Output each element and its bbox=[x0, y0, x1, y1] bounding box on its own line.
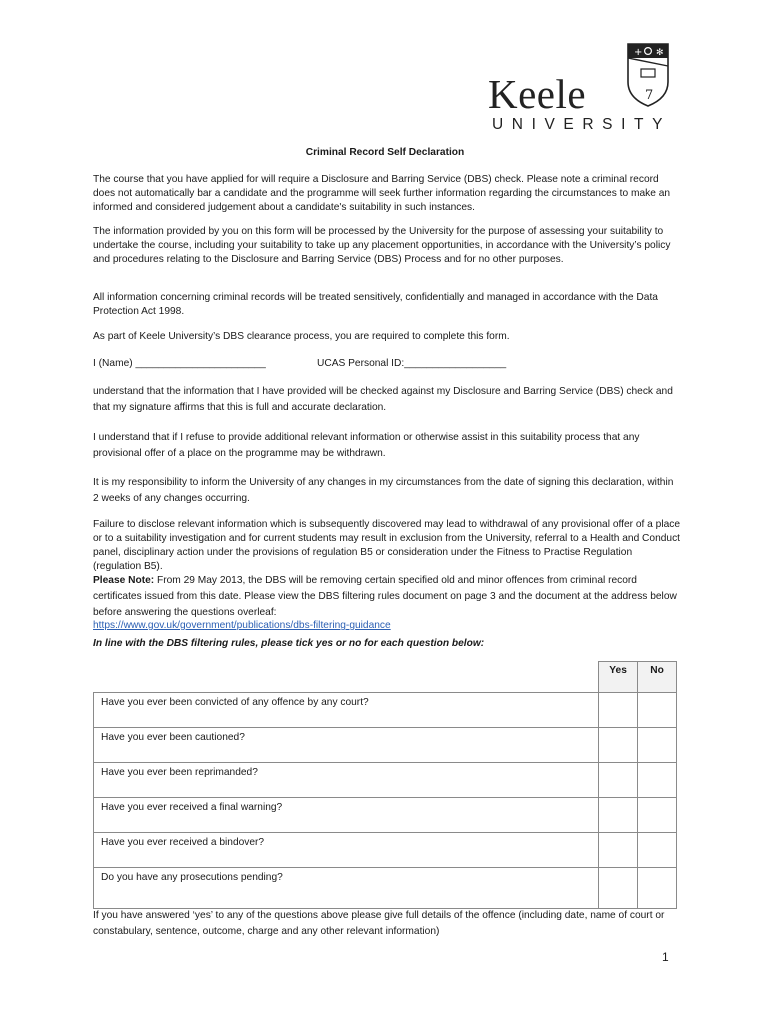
header-spacer bbox=[94, 662, 599, 693]
yes-tick-box[interactable] bbox=[599, 693, 638, 728]
crest-icon bbox=[626, 42, 670, 108]
document-title: Criminal Record Self Declaration bbox=[305, 147, 465, 158]
details-instruction-paragraph: If you have answered ‘yes’ to any of the questions above please give full details of the offence (including date, name of court or constabulary, sentence, outcome, charge and any other relevant information) bbox=[93, 910, 665, 937]
yes-tick-box[interactable] bbox=[599, 868, 638, 909]
no-tick-box[interactable] bbox=[638, 728, 677, 763]
crest-number: 7 bbox=[645, 88, 654, 103]
filtering-guidance-link-line bbox=[93, 619, 681, 633]
clearance-paragraph: As part of Keele University’s DBS clearance process, you are required to complete this form. bbox=[93, 331, 510, 342]
no-tick-box[interactable] bbox=[638, 868, 677, 909]
question-convicted: Have you ever been convicted of any offence by any court? bbox=[94, 693, 599, 728]
data-processing-paragraph: The information provided by you on this form will be processed by the University for the purpose of assessing your suitability to undertake the course, including your suitability to take up any placement opportunities, in accordance with the University’s policy and procedures relating to the Disclosure and Barring Service (DBS) Process and for no other purposes. bbox=[93, 226, 671, 265]
questions-table bbox=[93, 661, 677, 909]
table-row bbox=[94, 798, 677, 833]
responsibility-paragraph: It is my responsibility to inform the University of any changes in my circumstances from the date of signing this declaration, within 2 weeks of any changes occurring. bbox=[93, 477, 674, 504]
svg-text:✻: ✻ bbox=[656, 48, 664, 58]
yes-tick-box[interactable] bbox=[599, 728, 638, 763]
ucas-id-field[interactable]: UCAS Personal ID:__________________ bbox=[317, 358, 507, 369]
please-note-label: Please Note: bbox=[93, 575, 155, 586]
question-bindover: Have you ever received a bindover? bbox=[94, 833, 599, 868]
question-final-warning: Have you ever received a final warning? bbox=[94, 798, 599, 833]
yes-column-header: Yes bbox=[599, 662, 638, 693]
no-tick-box[interactable] bbox=[638, 693, 677, 728]
table-row bbox=[94, 868, 677, 909]
no-tick-box[interactable] bbox=[638, 763, 677, 798]
please-note-paragraph bbox=[93, 573, 681, 621]
question-cautioned: Have you ever been cautioned? bbox=[94, 728, 599, 763]
logo-subtitle: UNIVERSITY bbox=[492, 116, 672, 133]
keele-university-logo bbox=[488, 42, 680, 134]
table-row bbox=[94, 728, 677, 763]
table-row bbox=[94, 833, 677, 868]
failure-paragraph: Failure to disclose relevant information which is subsequently discovered may lead to withdrawal of any provisional offer of a place or to a suitability investigation and for current students may result in exclusion from the University, referral to a Health and Conduct panel, disciplinary action under the provisions of regulation B5 or consideration under the Fitness to Practise Regulation (regulation B5). bbox=[93, 519, 681, 572]
table-row bbox=[94, 763, 677, 798]
logo-wordmark: Keele bbox=[488, 71, 587, 117]
intro-paragraph: The course that you have applied for will require a Disclosure and Barring Service (DBS) check. Please note a criminal record does not automatically bar a candidate and the programme will seek further information regarding the circumstances to make an informed and considered judgement about a candidate's suitability in such instances. bbox=[93, 174, 671, 213]
svg-text:+: + bbox=[634, 47, 643, 58]
no-tick-box[interactable] bbox=[638, 798, 677, 833]
please-note-text: From 29 May 2013, the DBS will be removing certain specified old and minor offences from criminal record certificates issued from this date. Please view the DBS filtering rules document on page 3 and the document at the address below before answering the questions overleaf: bbox=[93, 575, 677, 618]
no-column-header: No bbox=[638, 662, 677, 693]
refusal-paragraph: I understand that if I refuse to provide additional relevant information or otherwise assist in this suitability process that any provisional offer of a place on the programme may be withdrawn. bbox=[93, 432, 640, 459]
table-row bbox=[94, 693, 677, 728]
instruction-text: In line with the DBS filtering rules, please tick yes or no for each question below: bbox=[93, 638, 485, 649]
page-number: 1 bbox=[662, 950, 669, 964]
understanding-paragraph: understand that the information that I have provided will be checked against my Disclosure and Barring Service (DBS) check and that my signature affirms that this is full and accurate declaration. bbox=[93, 386, 673, 413]
confidentiality-paragraph: All information concerning criminal records will be treated sensitively, confidentially and managed in accordance with the Data Protection Act 1998. bbox=[93, 292, 658, 317]
yes-tick-box[interactable] bbox=[599, 833, 638, 868]
yes-tick-box[interactable] bbox=[599, 798, 638, 833]
name-field[interactable]: I (Name) _______________________ bbox=[93, 358, 266, 369]
table-header-row bbox=[94, 662, 677, 693]
filtering-guidance-link[interactable]: https://www.gov.uk/government/publications/dbs-filtering-guidance bbox=[93, 620, 391, 631]
no-tick-box[interactable] bbox=[638, 833, 677, 868]
question-prosecutions-pending: Do you have any prosecutions pending? bbox=[94, 868, 599, 909]
question-reprimanded: Have you ever been reprimanded? bbox=[94, 763, 599, 798]
yes-tick-box[interactable] bbox=[599, 763, 638, 798]
